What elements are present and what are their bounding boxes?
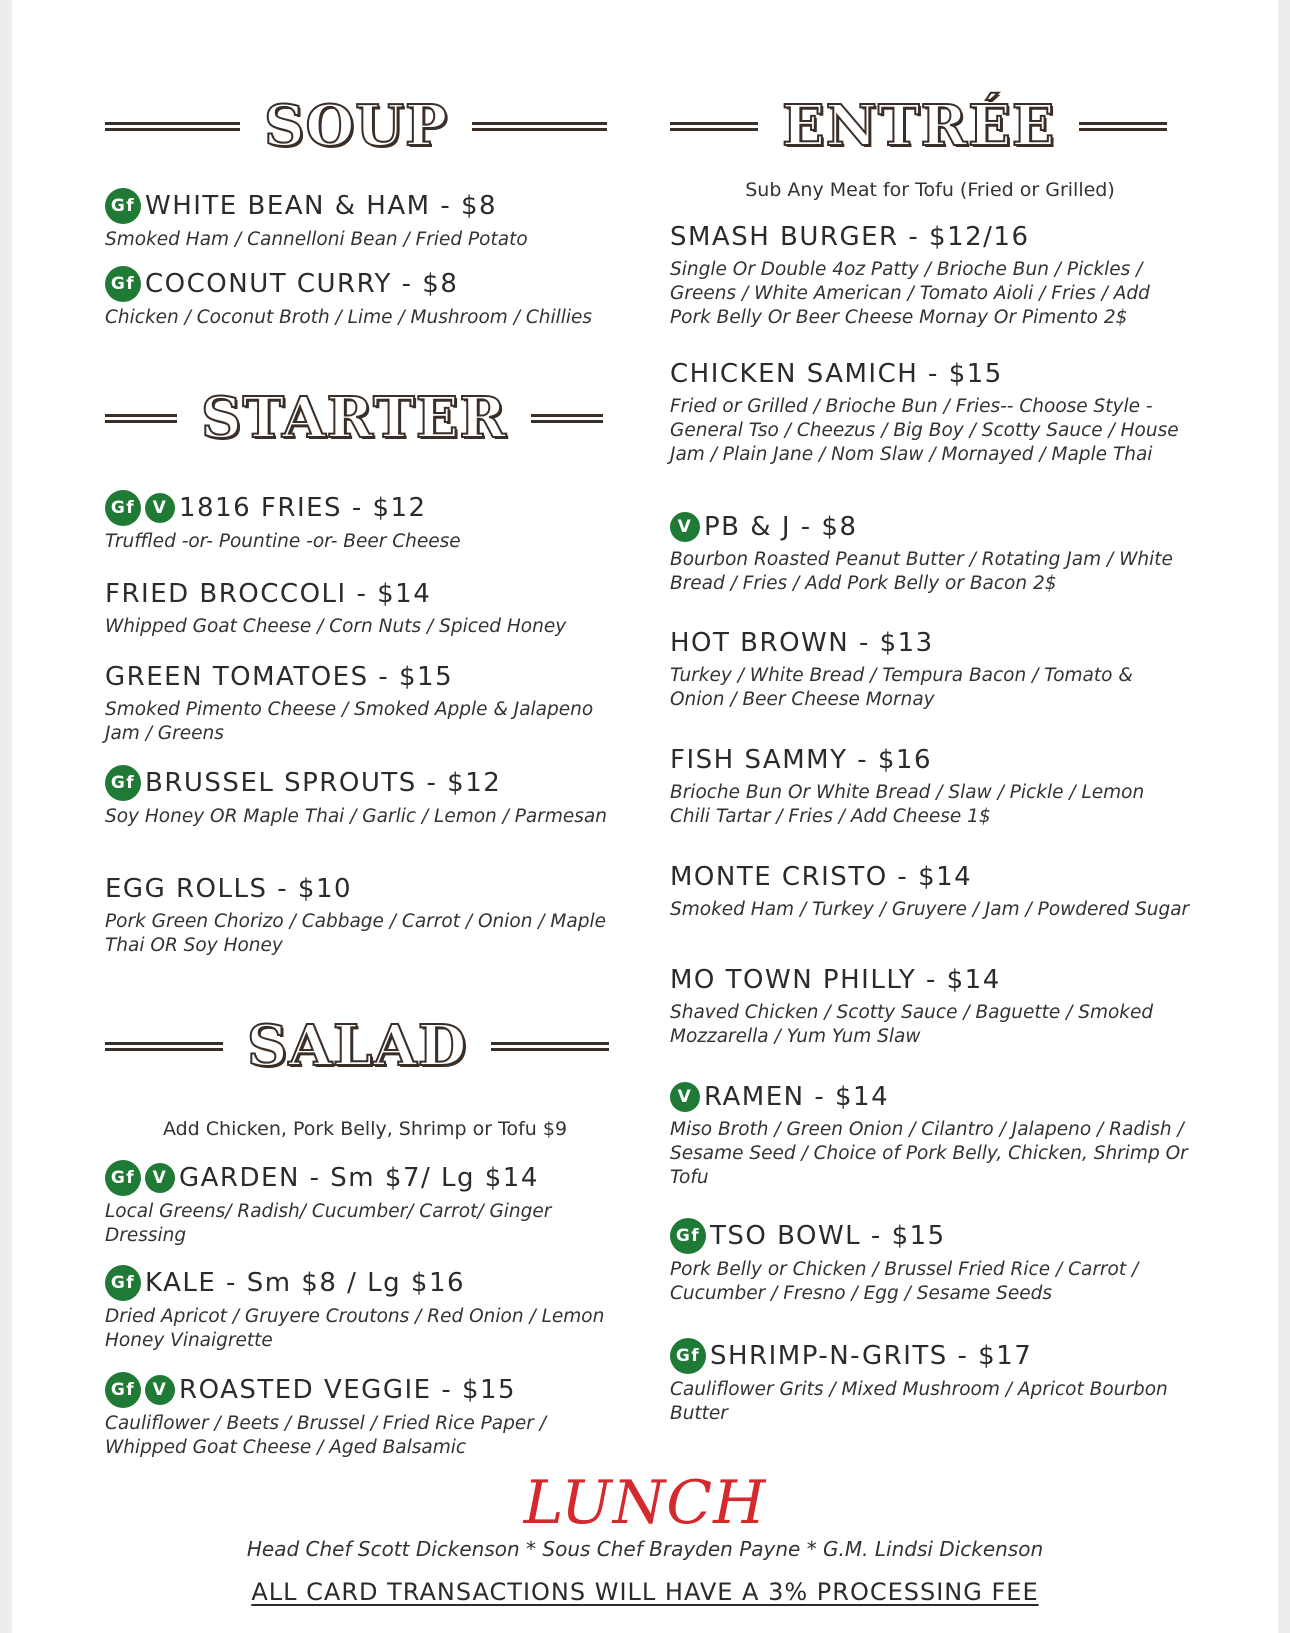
gluten-free-badge-icon: Gf [105,490,141,526]
item-title: EGG ROLLS - $10 [105,874,353,904]
item-description: Local Greens/ Radish/ Cucumber/ Carrot/ Ginger Dressing [105,1201,552,1246]
gluten-free-badge-icon: Gf [105,1265,141,1301]
gluten-free-badge-icon: Gf [105,188,141,224]
menu-item [105,872,625,958]
item-title: MONTE CRISTO - $14 [670,862,973,892]
salad-title: SALAD [247,1013,468,1079]
item-title: 1816 FRIES - $12 [179,493,427,523]
item-title: PB & J - $8 [704,512,858,542]
item-description: Chicken / Coconut Broth / Lime / Mushroom / Chillies [105,307,593,328]
item-title: TSO BOWL - $15 [710,1221,946,1251]
heading-rule [472,122,607,131]
item-description: Shaved Chicken / Scotty Sauce / Baguette / Smoked Mozzarella / Yum Yum Slaw [670,1002,1154,1047]
item-description: Smoked Pimento Cheese / Smoked Apple & Jalapeno Jam / Greens [105,699,594,744]
item-title: MO TOWN PHILLY - $14 [670,965,1001,995]
menu-item [670,220,1190,330]
menu-item [105,490,625,554]
item-description: Soy Honey OR Maple Thai / Garlic / Lemon / Parmesan [105,806,607,827]
vegetarian-badge-icon: V [145,1375,175,1405]
item-title: CHICKEN SAMICH - $15 [670,359,1003,389]
item-title: GARDEN - Sm $7/ Lg $14 [179,1163,539,1193]
heading-rule [491,1042,609,1051]
gluten-free-badge-icon: Gf [105,1372,141,1408]
item-description: Single Or Double 4oz Patty / Brioche Bun / Pickles / Greens / White American / Tomato Aioli / Fries / Add Pork Belly Or Beer Cheese Mornay Or Pimento 2$ [670,259,1150,328]
heading-rule [105,414,177,423]
gluten-free-badge-icon: Gf [670,1338,706,1374]
heading-rule [531,414,603,423]
menu-item [105,188,625,252]
item-title: BRUSSEL SPROUTS - $12 [145,768,502,798]
vegetarian-badge-icon: V [145,493,175,523]
item-description: Turkey / White Bread / Tempura Bacon / Tomato & Onion / Beer Cheese Mornay [670,665,1133,710]
soup-heading [105,93,625,159]
page-edge-right [1278,0,1290,1633]
heading-rule [105,1042,223,1051]
item-description: Whipped Goat Cheese / Corn Nuts / Spiced Honey [105,616,567,637]
item-description: Bourbon Roasted Peanut Butter / Rotating Jam / White Bread / Fries / Add Pork Belly or Bacon 2$ [670,549,1173,594]
item-title: COCONUT CURRY - $8 [145,269,459,299]
item-description: Smoked Ham / Cannelloni Bean / Fried Potato [105,229,528,250]
soup-title: SOUP [264,93,449,159]
menu-item [670,626,1190,712]
vegetarian-badge-icon: V [670,512,700,542]
menu-item [105,1160,625,1248]
item-description: Fried or Grilled / Brioche Bun / Fries-- Choose Style - General Tso / Cheezus / Big Boy / Scotty Sauce / House Jam / Plain Jane / Nom Slaw / Mornayed / Maple Thai [670,396,1179,465]
starter-title: STARTER [201,385,507,451]
item-title: SHRIMP-N-GRITS - $17 [710,1341,1033,1371]
menu-item [105,1372,625,1460]
gluten-free-badge-icon: Gf [670,1218,706,1254]
item-description: Dried Apricot / Gruyere Croutons / Red Onion / Lemon Honey Vinaigrette [105,1306,605,1351]
menu-item [670,743,1190,829]
menu-item [670,1080,1190,1190]
menu-item [670,510,1190,596]
item-description: Smoked Ham / Turkey / Gruyere / Jam / Powdered Sugar [670,899,1190,920]
page-edge-left [0,0,12,1633]
item-title: HOT BROWN - $13 [670,628,934,658]
item-title: KALE - Sm $8 / Lg $16 [145,1268,466,1298]
item-title: WHITE BEAN & HAM - $8 [145,191,498,221]
item-description: Pork Belly or Chicken / Brussel Fried Rice / Carrot / Cucumber / Fresno / Egg / Sesame Seeds [670,1259,1139,1304]
heading-rule [1079,122,1167,131]
vegetarian-badge-icon: V [145,1163,175,1193]
item-title: RAMEN - $14 [704,1082,890,1112]
salad-note: Add Chicken, Pork Belly, Shrimp or Tofu $9 [162,1118,568,1140]
menu-item [105,577,625,639]
menu-item [105,765,625,829]
menu-item [670,357,1190,467]
menu-item [105,1265,625,1353]
menu-item [670,1338,1190,1426]
gluten-free-badge-icon: Gf [105,266,141,302]
item-description: Cauliflower Grits / Mixed Mushroom / Apricot Bourbon Butter [670,1379,1168,1424]
item-description: Cauliflower / Beets / Brussel / Fried Rice Paper / Whipped Goat Cheese / Aged Balsamic [105,1413,546,1458]
item-title: ROASTED VEGGIE - $15 [179,1375,517,1405]
staff-credits: Head Chef Scott Dickenson * Sous Chef Brayden Payne * G.M. Lindsi Dickenson [246,1537,1044,1561]
item-description: Pork Green Chorizo / Cabbage / Carrot / Onion / Maple Thai OR Soy Honey [105,911,606,956]
entree-heading [670,93,1190,159]
item-description: Miso Broth / Green Onion / Cilantro / Jalapeno / Radish / Sesame Seed / Choice of Pork Belly, Chicken, Shrimp Or Tofu [670,1119,1188,1188]
heading-rule [105,122,240,131]
menu-item [670,1218,1190,1306]
menu-item [105,660,625,746]
entree-note: Sub Any Meat for Tofu (Fried or Grilled) [745,179,1115,201]
gluten-free-badge-icon: Gf [105,765,141,801]
menu-item [670,860,1190,922]
menu-item [670,963,1190,1049]
item-title: SMASH BURGER - $12/16 [670,222,1030,252]
item-description: Truffled -or- Pountine -or- Beer Cheese [105,531,461,552]
processing-fee-text: ALL CARD TRANSACTIONS WILL HAVE A 3% PROCESSING FEE [251,1578,1039,1606]
entree-title: ENTRÉE [782,93,1056,159]
item-title: GREEN TOMATOES - $15 [105,662,454,692]
menu-item [105,266,625,330]
lunch-title: LUNCH [523,1468,767,1538]
processing-fee-notice [0,1578,1290,1606]
item-description: Brioche Bun Or White Bread / Slaw / Pickle / Lemon Chili Tartar / Fries / Add Cheese 1$ [670,782,1145,827]
heading-rule [670,122,758,131]
vegetarian-badge-icon: V [670,1082,700,1112]
starter-heading [105,385,625,451]
salad-heading [105,1013,625,1079]
item-title: FRIED BROCCOLI - $14 [105,579,432,609]
gluten-free-badge-icon: Gf [105,1160,141,1196]
item-title: FISH SAMMY - $16 [670,745,932,775]
